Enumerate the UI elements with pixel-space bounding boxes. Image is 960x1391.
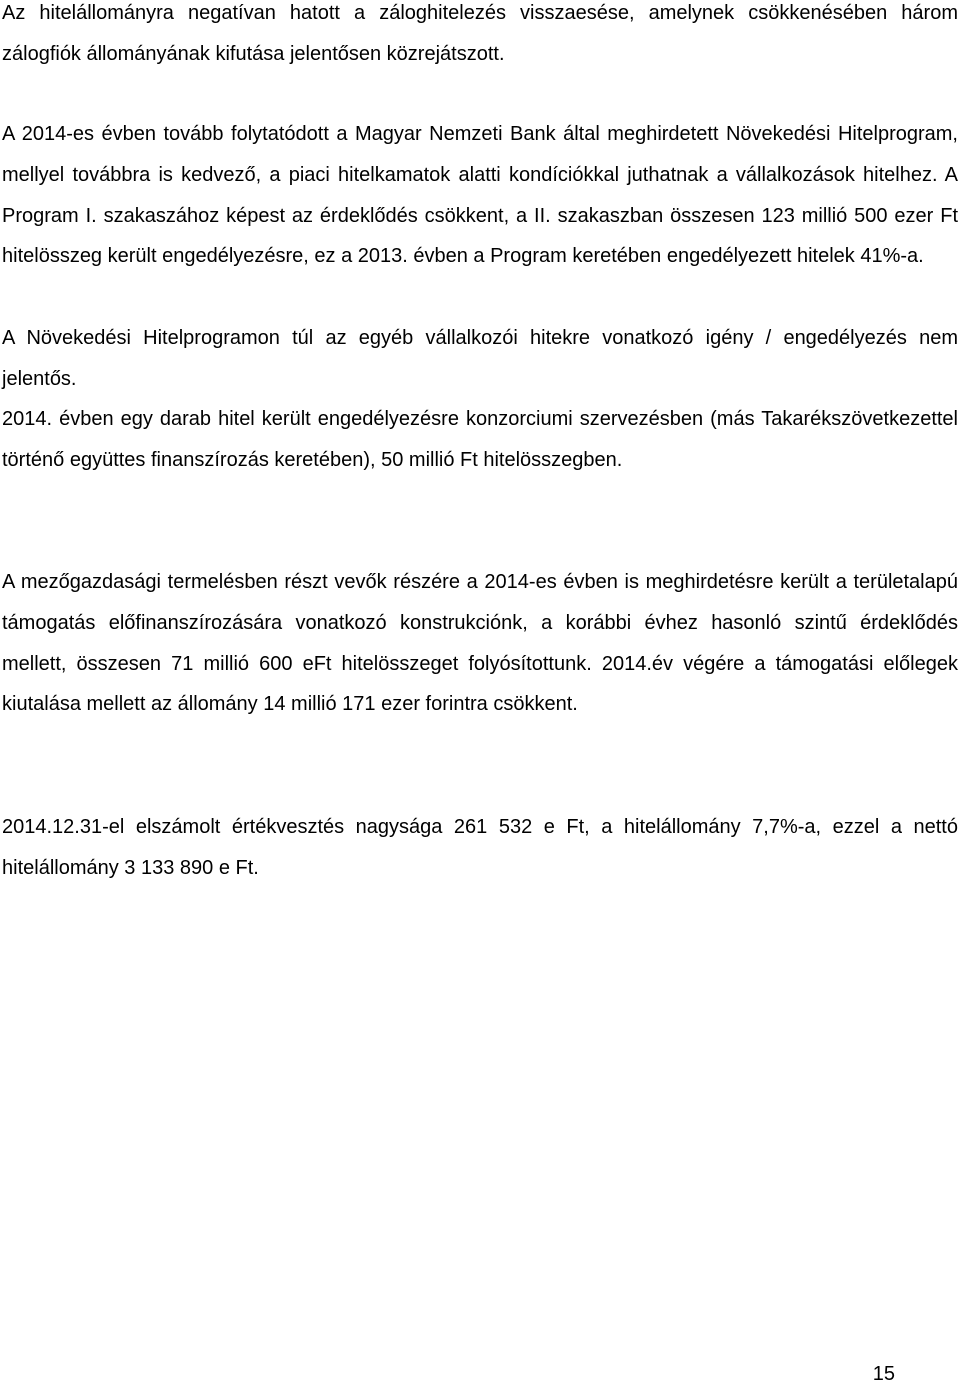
paragraph-loan-portfolio-decline: Az hitelállományra negatívan hatott a záloghitelezés visszaesése, amelynek csökkenésében három zálogfiók állományának kifutása jelentősen közrejátszott. [2, 2, 958, 65]
paragraph-other-business-loans: A Növekedési Hitelprogramon túl az egyéb vállalkozói hitekre vonatkozó igény / engedélyezés nem jelentős. [2, 327, 958, 390]
page-number: 15 [872, 1363, 895, 1385]
paragraph-agricultural-prefinancing: A mezőgazdasági termelésben részt vevők részére a 2014-es évben is meghirdetésre került a területalapú támogatás előfinanszírozására vonatkozó konstrukciónk, a korábbi évhez hasonló szintű érdeklődés mellett, összesen 71 millió 600 eFt hitelösszeget folyósítottunk. 2014.év végére a támogatási előlegek kiutalása mellett az állomány 14 millió 171 ezer forintra csökkent. [2, 571, 958, 716]
paragraph-consortium-loan: 2014. évben egy darab hitel került engedélyezésre konzorciumi szervezésben (más Takarékszövetkezettel történő együttes finanszírozás keretében), 50 millió Ft hitelösszegben. [2, 408, 958, 471]
paragraph-growth-loan-program: A 2014-es évben tovább folytatódott a Magyar Nemzeti Bank által meghirdetett Növekedési Hitelprogram, mellyel továbbra is kedvező, a piaci hitelkamatok alatti kondíciókkal juthatnak a vállalkozások hitelhez. A Program I. szakaszához képest az érdeklődés csökkent, a II. szakaszban összesen 123 millió 500 ezer Ft hitelösszeg került engedélyezésre, ez a 2013. évben a Program keretében engedélyezett hitelek 41%-a. [2, 123, 958, 268]
paragraph-impairment-summary: 2014.12.31-el elszámolt értékvesztés nagysága 261 532 e Ft, a hitelállomány 7,7%-a, ezzel a nettó hitelállomány 3 133 890 e Ft. [2, 816, 958, 879]
